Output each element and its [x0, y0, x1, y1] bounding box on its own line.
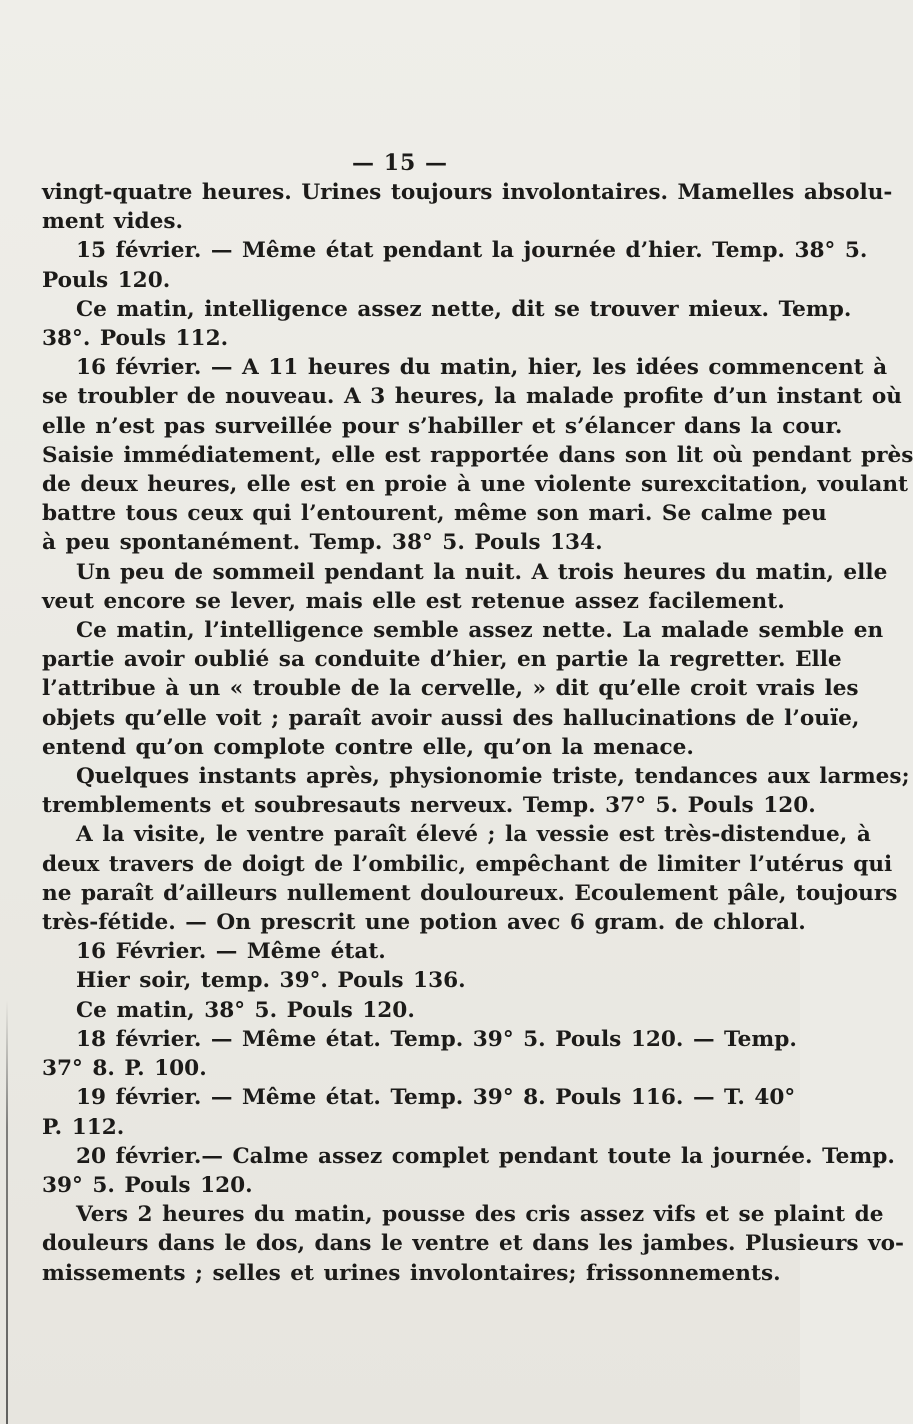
text-line: vingt-quatre heures. Urines toujours involontaires. Mamelles absolu-	[42, 180, 893, 205]
text-line: de deux heures, elle est en proie à une violente surexcitation, voulant	[42, 472, 909, 498]
text-line: ne paraît d’ailleurs nullement douloureux. Ecoulement pâle, toujours	[42, 880, 898, 906]
text-line: se troubler de nouveau. A 3 heures, la malade profite d’un instant où	[42, 384, 902, 410]
text-line: Ce matin, l’intelligence semble assez nette. La malade semble en	[76, 618, 884, 644]
text-line: 20 février.— Calme assez complet pendant toute la journée. Temp.	[76, 1143, 895, 1169]
text-line: deux travers de doigt de l’ombilic, empêchant de limiter l’utérus qui	[42, 851, 893, 877]
text-line: ment vides.	[42, 209, 184, 235]
text-line: très-fétide. — On prescrit une potion avec 6 gram. de chloral.	[42, 910, 806, 936]
text-line: tremblements et soubresauts nerveux. Temp. 37° 5. Pouls 120.	[42, 793, 816, 819]
page-number: — 15 —	[352, 150, 448, 176]
text-line: entend qu’on complote contre elle, qu’on la menace.	[42, 734, 694, 760]
text-line: partie avoir oublié sa conduite d’hier, en partie la regretter. Elle	[42, 647, 842, 673]
text-line: 38°. Pouls 112.	[42, 326, 229, 352]
text-line: 19 février. — Même état. Temp. 39° 8. Pouls 116. — T. 40°	[76, 1085, 796, 1111]
text-line: Pouls 120.	[42, 267, 171, 293]
text-line: 39° 5. Pouls 120.	[42, 1172, 253, 1198]
text-line: battre tous ceux qui l’entourent, même son mari. Se calme peu	[42, 501, 827, 527]
text-line: Un peu de sommeil pendant la nuit. A trois heures du matin, elle	[76, 559, 888, 585]
text-line: Ce matin, intelligence assez nette, dit se trouver mieux. Temp.	[76, 296, 852, 322]
text-line: douleurs dans le dos, dans le ventre et dans les jambes. Plusieurs vo-	[42, 1231, 904, 1257]
text-line: à peu spontanément. Temp. 38° 5. Pouls 134.	[42, 530, 603, 556]
text-line: P. 112.	[42, 1114, 125, 1140]
text-line: Vers 2 heures du matin, pousse des cris assez vifs et se plaint de	[76, 1202, 884, 1228]
text-line: 16 Février. — Même état.	[76, 939, 386, 965]
text-line: elle n’est pas surveillée pour s’habiller et s’élancer dans la cour.	[42, 413, 843, 439]
text-line: l’attribue à un « trouble de la cervelle, » dit qu’elle croit vrais les	[42, 676, 859, 702]
text-line: A la visite, le ventre paraît élevé ; la vessie est très-distendue, à	[76, 822, 871, 848]
page-edge-shadow	[6, 1000, 8, 1424]
text-line: veut encore se lever, mais elle est retenue assez facilement.	[42, 588, 785, 614]
body-text	[42, 178, 913, 1288]
text-line: missements ; selles et urines involontaires; frissonnements.	[42, 1260, 781, 1286]
text-line: 37° 8. P. 100.	[42, 1056, 207, 1082]
text-line: Ce matin, 38° 5. Pouls 120.	[76, 997, 415, 1023]
text-line: 16 février. — A 11 heures du matin, hier, les idées commencent à	[76, 355, 888, 381]
text-line: objets qu’elle voit ; paraît avoir aussi des hallucinations de l’ouïe,	[42, 705, 860, 731]
text-line: 18 février. — Même état. Temp. 39° 5. Pouls 120. — Temp.	[76, 1026, 797, 1052]
text-line: Saisie immédiatement, elle est rapportée dans son lit où pendant près	[42, 442, 913, 468]
text-line: Quelques instants après, physionomie triste, tendances aux larmes;	[76, 764, 910, 790]
text-line: Hier soir, temp. 39°. Pouls 136.	[76, 968, 466, 994]
text-line: 15 février. — Même état pendant la journée d’hier. Temp. 38° 5.	[76, 238, 868, 264]
